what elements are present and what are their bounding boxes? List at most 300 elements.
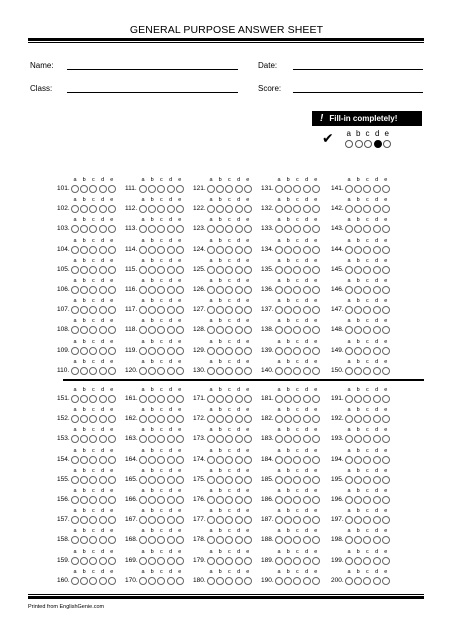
answer-bubble-c[interactable] xyxy=(225,225,233,233)
answer-bubble-a[interactable] xyxy=(207,246,215,254)
answer-bubble-e[interactable] xyxy=(244,185,252,193)
answer-bubble-c[interactable] xyxy=(363,435,371,443)
answer-bubble-d[interactable] xyxy=(235,496,243,504)
answer-bubble-d[interactable] xyxy=(235,456,243,464)
answer-bubble-a[interactable] xyxy=(71,395,79,403)
answer-bubble-c[interactable] xyxy=(293,266,301,274)
answer-bubble-d[interactable] xyxy=(303,557,311,565)
answer-bubble-e[interactable] xyxy=(108,347,116,355)
answer-bubble-d[interactable] xyxy=(167,476,175,484)
answer-bubble-a[interactable] xyxy=(345,536,353,544)
answer-bubble-a[interactable] xyxy=(71,476,79,484)
answer-bubble-b[interactable] xyxy=(354,185,362,193)
answer-bubble-e[interactable] xyxy=(108,266,116,274)
answer-bubble-c[interactable] xyxy=(293,185,301,193)
answer-bubble-b[interactable] xyxy=(148,496,156,504)
answer-bubble-b[interactable] xyxy=(80,476,88,484)
answer-bubble-c[interactable] xyxy=(89,476,97,484)
answer-bubble-e[interactable] xyxy=(382,306,390,314)
answer-bubble-c[interactable] xyxy=(363,246,371,254)
answer-bubble-b[interactable] xyxy=(216,415,224,423)
answer-bubble-e[interactable] xyxy=(176,306,184,314)
answer-bubble-e[interactable] xyxy=(244,415,252,423)
answer-bubble-e[interactable] xyxy=(382,246,390,254)
answer-bubble-b[interactable] xyxy=(216,347,224,355)
answer-bubble-e[interactable] xyxy=(312,395,320,403)
answer-bubble-b[interactable] xyxy=(284,185,292,193)
answer-bubble-d[interactable] xyxy=(235,557,243,565)
answer-bubble-a[interactable] xyxy=(207,536,215,544)
answer-bubble-b[interactable] xyxy=(354,286,362,294)
answer-bubble-a[interactable] xyxy=(345,246,353,254)
answer-bubble-c[interactable] xyxy=(157,306,165,314)
answer-bubble-e[interactable] xyxy=(108,205,116,213)
answer-bubble-e[interactable] xyxy=(244,367,252,375)
answer-bubble-e[interactable] xyxy=(312,306,320,314)
answer-bubble-c[interactable] xyxy=(363,577,371,585)
answer-bubble-d[interactable] xyxy=(167,185,175,193)
answer-bubble-d[interactable] xyxy=(235,536,243,544)
answer-bubble-e[interactable] xyxy=(382,205,390,213)
answer-bubble-c[interactable] xyxy=(89,225,97,233)
answer-bubble-b[interactable] xyxy=(148,557,156,565)
answer-bubble-d[interactable] xyxy=(303,367,311,375)
answer-bubble-c[interactable] xyxy=(225,367,233,375)
answer-bubble-e[interactable] xyxy=(108,395,116,403)
answer-bubble-d[interactable] xyxy=(373,536,381,544)
answer-bubble-c[interactable] xyxy=(225,266,233,274)
answer-bubble-c[interactable] xyxy=(89,185,97,193)
answer-bubble-e[interactable] xyxy=(244,557,252,565)
answer-bubble-b[interactable] xyxy=(284,577,292,585)
answer-bubble-c[interactable] xyxy=(157,347,165,355)
answer-bubble-c[interactable] xyxy=(293,286,301,294)
answer-bubble-a[interactable] xyxy=(207,476,215,484)
answer-bubble-c[interactable] xyxy=(363,496,371,504)
answer-bubble-b[interactable] xyxy=(216,557,224,565)
answer-bubble-d[interactable] xyxy=(167,415,175,423)
answer-bubble-a[interactable] xyxy=(139,557,147,565)
answer-bubble-e[interactable] xyxy=(382,496,390,504)
answer-bubble-c[interactable] xyxy=(363,225,371,233)
answer-bubble-d[interactable] xyxy=(167,435,175,443)
answer-bubble-d[interactable] xyxy=(99,246,107,254)
answer-bubble-c[interactable] xyxy=(225,456,233,464)
answer-bubble-c[interactable] xyxy=(293,496,301,504)
answer-bubble-a[interactable] xyxy=(71,496,79,504)
answer-bubble-a[interactable] xyxy=(345,225,353,233)
answer-bubble-c[interactable] xyxy=(89,205,97,213)
answer-bubble-a[interactable] xyxy=(275,415,283,423)
answer-bubble-d[interactable] xyxy=(373,347,381,355)
answer-bubble-a[interactable] xyxy=(139,476,147,484)
answer-bubble-d[interactable] xyxy=(235,205,243,213)
answer-bubble-c[interactable] xyxy=(225,496,233,504)
answer-bubble-e[interactable] xyxy=(244,496,252,504)
answer-bubble-c[interactable] xyxy=(89,395,97,403)
answer-bubble-d[interactable] xyxy=(99,435,107,443)
answer-bubble-a[interactable] xyxy=(207,456,215,464)
answer-bubble-c[interactable] xyxy=(293,456,301,464)
answer-bubble-e[interactable] xyxy=(382,516,390,524)
answer-bubble-b[interactable] xyxy=(80,286,88,294)
answer-bubble-c[interactable] xyxy=(363,286,371,294)
answer-bubble-a[interactable] xyxy=(345,326,353,334)
answer-bubble-e[interactable] xyxy=(176,326,184,334)
answer-bubble-e[interactable] xyxy=(108,536,116,544)
answer-bubble-e[interactable] xyxy=(176,246,184,254)
answer-bubble-c[interactable] xyxy=(363,557,371,565)
answer-bubble-b[interactable] xyxy=(284,516,292,524)
answer-bubble-a[interactable] xyxy=(71,185,79,193)
answer-bubble-a[interactable] xyxy=(207,185,215,193)
answer-bubble-d[interactable] xyxy=(99,496,107,504)
answer-bubble-e[interactable] xyxy=(382,456,390,464)
answer-bubble-b[interactable] xyxy=(216,476,224,484)
answer-bubble-d[interactable] xyxy=(303,347,311,355)
answer-bubble-a[interactable] xyxy=(207,306,215,314)
answer-bubble-c[interactable] xyxy=(225,415,233,423)
answer-bubble-b[interactable] xyxy=(148,435,156,443)
answer-bubble-e[interactable] xyxy=(108,456,116,464)
answer-bubble-b[interactable] xyxy=(284,347,292,355)
answer-bubble-e[interactable] xyxy=(312,476,320,484)
answer-bubble-a[interactable] xyxy=(345,496,353,504)
answer-bubble-a[interactable] xyxy=(207,496,215,504)
answer-bubble-e[interactable] xyxy=(176,456,184,464)
answer-bubble-c[interactable] xyxy=(225,205,233,213)
answer-bubble-a[interactable] xyxy=(139,225,147,233)
answer-bubble-c[interactable] xyxy=(225,536,233,544)
answer-bubble-c[interactable] xyxy=(89,456,97,464)
answer-bubble-b[interactable] xyxy=(148,347,156,355)
answer-bubble-a[interactable] xyxy=(71,536,79,544)
answer-bubble-c[interactable] xyxy=(157,435,165,443)
answer-bubble-d[interactable] xyxy=(373,185,381,193)
answer-bubble-a[interactable] xyxy=(139,205,147,213)
answer-bubble-c[interactable] xyxy=(89,246,97,254)
answer-bubble-b[interactable] xyxy=(354,456,362,464)
answer-bubble-e[interactable] xyxy=(312,435,320,443)
answer-bubble-a[interactable] xyxy=(71,286,79,294)
answer-bubble-b[interactable] xyxy=(354,496,362,504)
answer-bubble-d[interactable] xyxy=(373,577,381,585)
answer-bubble-a[interactable] xyxy=(275,395,283,403)
answer-bubble-d[interactable] xyxy=(235,326,243,334)
answer-bubble-c[interactable] xyxy=(293,306,301,314)
answer-bubble-d[interactable] xyxy=(235,476,243,484)
answer-bubble-b[interactable] xyxy=(284,246,292,254)
answer-bubble-d[interactable] xyxy=(373,557,381,565)
answer-bubble-c[interactable] xyxy=(157,205,165,213)
answer-bubble-e[interactable] xyxy=(382,557,390,565)
answer-bubble-c[interactable] xyxy=(157,476,165,484)
answer-bubble-b[interactable] xyxy=(148,326,156,334)
answer-bubble-a[interactable] xyxy=(139,266,147,274)
answer-bubble-e[interactable] xyxy=(108,367,116,375)
answer-bubble-e[interactable] xyxy=(312,415,320,423)
answer-bubble-d[interactable] xyxy=(235,246,243,254)
date-field[interactable] xyxy=(293,69,423,70)
answer-bubble-a[interactable] xyxy=(345,185,353,193)
answer-bubble-e[interactable] xyxy=(108,557,116,565)
answer-bubble-a[interactable] xyxy=(71,557,79,565)
answer-bubble-e[interactable] xyxy=(108,435,116,443)
answer-bubble-c[interactable] xyxy=(293,225,301,233)
answer-bubble-a[interactable] xyxy=(71,435,79,443)
answer-bubble-b[interactable] xyxy=(80,205,88,213)
answer-bubble-b[interactable] xyxy=(284,266,292,274)
answer-bubble-b[interactable] xyxy=(284,496,292,504)
answer-bubble-a[interactable] xyxy=(207,577,215,585)
answer-bubble-c[interactable] xyxy=(363,476,371,484)
answer-bubble-b[interactable] xyxy=(148,266,156,274)
answer-bubble-a[interactable] xyxy=(345,367,353,375)
answer-bubble-b[interactable] xyxy=(148,286,156,294)
answer-bubble-c[interactable] xyxy=(293,326,301,334)
answer-bubble-b[interactable] xyxy=(284,415,292,423)
answer-bubble-a[interactable] xyxy=(71,415,79,423)
answer-bubble-e[interactable] xyxy=(108,577,116,585)
answer-bubble-a[interactable] xyxy=(139,516,147,524)
answer-bubble-b[interactable] xyxy=(354,306,362,314)
answer-bubble-b[interactable] xyxy=(148,516,156,524)
answer-bubble-d[interactable] xyxy=(303,246,311,254)
answer-bubble-c[interactable] xyxy=(293,395,301,403)
answer-bubble-b[interactable] xyxy=(216,266,224,274)
answer-bubble-b[interactable] xyxy=(216,435,224,443)
answer-bubble-b[interactable] xyxy=(80,306,88,314)
answer-bubble-a[interactable] xyxy=(71,306,79,314)
answer-bubble-e[interactable] xyxy=(244,516,252,524)
answer-bubble-d[interactable] xyxy=(167,306,175,314)
answer-bubble-b[interactable] xyxy=(284,326,292,334)
answer-bubble-c[interactable] xyxy=(89,557,97,565)
answer-bubble-a[interactable] xyxy=(71,246,79,254)
answer-bubble-e[interactable] xyxy=(244,326,252,334)
answer-bubble-b[interactable] xyxy=(354,225,362,233)
answer-bubble-d[interactable] xyxy=(99,395,107,403)
answer-bubble-b[interactable] xyxy=(354,557,362,565)
answer-bubble-e[interactable] xyxy=(382,395,390,403)
answer-bubble-b[interactable] xyxy=(284,205,292,213)
answer-bubble-c[interactable] xyxy=(89,266,97,274)
answer-bubble-e[interactable] xyxy=(382,435,390,443)
answer-bubble-e[interactable] xyxy=(382,577,390,585)
answer-bubble-b[interactable] xyxy=(354,326,362,334)
answer-bubble-c[interactable] xyxy=(157,326,165,334)
answer-bubble-a[interactable] xyxy=(275,557,283,565)
answer-bubble-c[interactable] xyxy=(157,225,165,233)
answer-bubble-d[interactable] xyxy=(167,266,175,274)
answer-bubble-e[interactable] xyxy=(244,306,252,314)
answer-bubble-a[interactable] xyxy=(71,225,79,233)
answer-bubble-a[interactable] xyxy=(139,415,147,423)
answer-bubble-c[interactable] xyxy=(225,347,233,355)
answer-bubble-c[interactable] xyxy=(157,367,165,375)
answer-bubble-b[interactable] xyxy=(216,225,224,233)
answer-bubble-b[interactable] xyxy=(216,577,224,585)
answer-bubble-a[interactable] xyxy=(207,347,215,355)
answer-bubble-d[interactable] xyxy=(167,496,175,504)
answer-bubble-a[interactable] xyxy=(139,246,147,254)
answer-bubble-d[interactable] xyxy=(373,266,381,274)
answer-bubble-e[interactable] xyxy=(176,557,184,565)
answer-bubble-b[interactable] xyxy=(354,536,362,544)
answer-bubble-c[interactable] xyxy=(363,266,371,274)
answer-bubble-a[interactable] xyxy=(275,456,283,464)
answer-bubble-a[interactable] xyxy=(139,577,147,585)
answer-bubble-b[interactable] xyxy=(354,367,362,375)
answer-bubble-e[interactable] xyxy=(108,516,116,524)
answer-bubble-d[interactable] xyxy=(373,286,381,294)
answer-bubble-a[interactable] xyxy=(207,367,215,375)
answer-bubble-e[interactable] xyxy=(176,225,184,233)
answer-bubble-d[interactable] xyxy=(167,367,175,375)
answer-bubble-c[interactable] xyxy=(225,286,233,294)
answer-bubble-e[interactable] xyxy=(244,266,252,274)
answer-bubble-a[interactable] xyxy=(345,435,353,443)
answer-bubble-d[interactable] xyxy=(303,225,311,233)
answer-bubble-c[interactable] xyxy=(225,395,233,403)
answer-bubble-b[interactable] xyxy=(216,536,224,544)
answer-bubble-b[interactable] xyxy=(354,577,362,585)
answer-bubble-e[interactable] xyxy=(176,516,184,524)
answer-bubble-c[interactable] xyxy=(157,536,165,544)
answer-bubble-a[interactable] xyxy=(207,516,215,524)
answer-bubble-d[interactable] xyxy=(303,496,311,504)
answer-bubble-e[interactable] xyxy=(382,476,390,484)
answer-bubble-c[interactable] xyxy=(293,415,301,423)
answer-bubble-a[interactable] xyxy=(275,306,283,314)
answer-bubble-b[interactable] xyxy=(80,326,88,334)
answer-bubble-b[interactable] xyxy=(148,367,156,375)
answer-bubble-d[interactable] xyxy=(167,516,175,524)
answer-bubble-a[interactable] xyxy=(275,225,283,233)
answer-bubble-a[interactable] xyxy=(275,367,283,375)
answer-bubble-b[interactable] xyxy=(354,516,362,524)
answer-bubble-b[interactable] xyxy=(80,246,88,254)
answer-bubble-d[interactable] xyxy=(373,306,381,314)
answer-bubble-b[interactable] xyxy=(80,496,88,504)
answer-bubble-a[interactable] xyxy=(207,415,215,423)
answer-bubble-d[interactable] xyxy=(373,476,381,484)
answer-bubble-c[interactable] xyxy=(89,435,97,443)
answer-bubble-c[interactable] xyxy=(293,557,301,565)
answer-bubble-e[interactable] xyxy=(312,577,320,585)
answer-bubble-d[interactable] xyxy=(373,456,381,464)
answer-bubble-e[interactable] xyxy=(312,205,320,213)
answer-bubble-b[interactable] xyxy=(354,246,362,254)
answer-bubble-a[interactable] xyxy=(345,557,353,565)
answer-bubble-d[interactable] xyxy=(373,435,381,443)
answer-bubble-c[interactable] xyxy=(293,205,301,213)
answer-bubble-c[interactable] xyxy=(363,185,371,193)
answer-bubble-d[interactable] xyxy=(167,286,175,294)
answer-bubble-c[interactable] xyxy=(89,496,97,504)
answer-bubble-e[interactable] xyxy=(176,435,184,443)
answer-bubble-d[interactable] xyxy=(235,395,243,403)
answer-bubble-d[interactable] xyxy=(235,367,243,375)
answer-bubble-b[interactable] xyxy=(354,347,362,355)
answer-bubble-e[interactable] xyxy=(176,347,184,355)
answer-bubble-e[interactable] xyxy=(244,456,252,464)
answer-bubble-c[interactable] xyxy=(157,395,165,403)
answer-bubble-e[interactable] xyxy=(312,326,320,334)
answer-bubble-a[interactable] xyxy=(345,286,353,294)
answer-bubble-e[interactable] xyxy=(244,286,252,294)
answer-bubble-e[interactable] xyxy=(176,266,184,274)
answer-bubble-d[interactable] xyxy=(235,577,243,585)
answer-bubble-d[interactable] xyxy=(99,326,107,334)
answer-bubble-b[interactable] xyxy=(216,456,224,464)
answer-bubble-a[interactable] xyxy=(139,326,147,334)
answer-bubble-d[interactable] xyxy=(99,476,107,484)
answer-bubble-c[interactable] xyxy=(293,536,301,544)
answer-bubble-a[interactable] xyxy=(139,536,147,544)
answer-bubble-c[interactable] xyxy=(363,306,371,314)
answer-bubble-a[interactable] xyxy=(71,456,79,464)
answer-bubble-a[interactable] xyxy=(139,367,147,375)
answer-bubble-e[interactable] xyxy=(244,246,252,254)
answer-bubble-b[interactable] xyxy=(148,306,156,314)
answer-bubble-a[interactable] xyxy=(207,286,215,294)
answer-bubble-e[interactable] xyxy=(108,286,116,294)
answer-bubble-b[interactable] xyxy=(284,306,292,314)
answer-bubble-e[interactable] xyxy=(244,225,252,233)
answer-bubble-d[interactable] xyxy=(373,516,381,524)
answer-bubble-a[interactable] xyxy=(275,516,283,524)
answer-bubble-a[interactable] xyxy=(275,185,283,193)
answer-bubble-d[interactable] xyxy=(303,577,311,585)
answer-bubble-a[interactable] xyxy=(275,435,283,443)
answer-bubble-c[interactable] xyxy=(157,266,165,274)
answer-bubble-e[interactable] xyxy=(312,536,320,544)
answer-bubble-c[interactable] xyxy=(293,476,301,484)
answer-bubble-e[interactable] xyxy=(312,286,320,294)
answer-bubble-d[interactable] xyxy=(99,367,107,375)
answer-bubble-c[interactable] xyxy=(363,205,371,213)
answer-bubble-c[interactable] xyxy=(157,496,165,504)
answer-bubble-b[interactable] xyxy=(354,415,362,423)
answer-bubble-b[interactable] xyxy=(148,205,156,213)
answer-bubble-d[interactable] xyxy=(303,185,311,193)
answer-bubble-b[interactable] xyxy=(148,246,156,254)
answer-bubble-b[interactable] xyxy=(80,347,88,355)
answer-bubble-e[interactable] xyxy=(176,367,184,375)
answer-bubble-d[interactable] xyxy=(235,415,243,423)
answer-bubble-d[interactable] xyxy=(235,347,243,355)
answer-bubble-d[interactable] xyxy=(235,435,243,443)
answer-bubble-e[interactable] xyxy=(312,456,320,464)
answer-bubble-c[interactable] xyxy=(293,516,301,524)
answer-bubble-e[interactable] xyxy=(312,557,320,565)
answer-bubble-e[interactable] xyxy=(108,476,116,484)
answer-bubble-e[interactable] xyxy=(108,496,116,504)
answer-bubble-d[interactable] xyxy=(373,326,381,334)
answer-bubble-b[interactable] xyxy=(80,557,88,565)
answer-bubble-b[interactable] xyxy=(354,435,362,443)
answer-bubble-c[interactable] xyxy=(89,415,97,423)
answer-bubble-d[interactable] xyxy=(99,306,107,314)
answer-bubble-a[interactable] xyxy=(275,536,283,544)
answer-bubble-a[interactable] xyxy=(71,326,79,334)
answer-bubble-c[interactable] xyxy=(225,246,233,254)
answer-bubble-b[interactable] xyxy=(148,185,156,193)
answer-bubble-d[interactable] xyxy=(373,415,381,423)
answer-bubble-c[interactable] xyxy=(225,306,233,314)
answer-bubble-c[interactable] xyxy=(89,536,97,544)
